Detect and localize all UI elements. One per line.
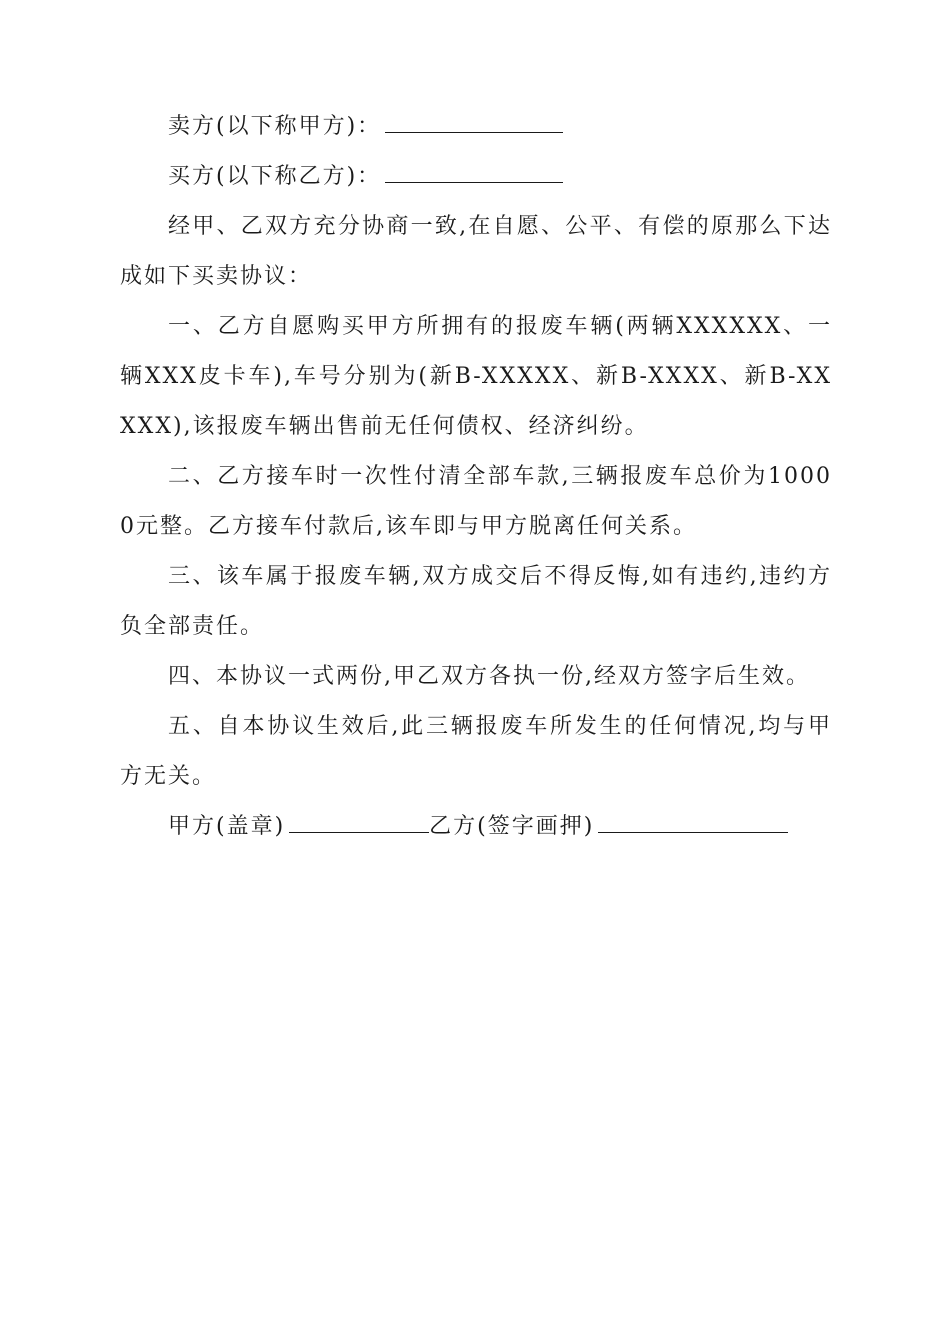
buyer-blank <box>385 164 563 183</box>
clause-3: 三、该车属于报废车辆,双方成交后不得反悔,如有违约,违约方负全部责任。 <box>120 564 832 639</box>
signature-line <box>120 802 832 852</box>
party-b-sign-blank <box>598 814 788 833</box>
party-a-sign-label: 甲方(盖章) <box>168 814 286 839</box>
clause-4: 四、本协议一式两份,甲乙双方各执一份,经双方签字后生效。 <box>168 664 810 689</box>
seller-line <box>120 102 832 152</box>
buyer-line <box>120 152 832 202</box>
party-b-sign-label: 乙方(签字画押) <box>429 814 595 839</box>
clause-5: 五、自本协议生效后,此三辆报废车所发生的任何情况,均与甲方无关。 <box>120 714 832 789</box>
clause-2: 二、乙方接车时一次性付清全部车款,三辆报废车总价为10000元整。乙方接车付款后,该车即与甲方脱离任何关系。 <box>120 464 832 539</box>
intro-paragraph: 经甲、乙双方充分协商一致,在自愿、公平、有偿的原那么下达成如下买卖协议： <box>120 214 832 289</box>
seller-label: 卖方(以下称甲方)： <box>168 114 382 139</box>
buyer-label: 买方(以下称乙方)： <box>168 164 382 189</box>
party-a-sign-blank <box>289 814 429 833</box>
clause-1: 一、乙方自愿购买甲方所拥有的报废车辆(两辆XXXXXX、一辆XXX皮卡车),车号分别为(新B-XXXXX、新B-XXXX、新B-XXXXX),该报废车辆出售前无任何债权、经济纠纷。 <box>120 314 832 439</box>
seller-blank <box>385 114 563 133</box>
agreement-body <box>120 102 832 852</box>
